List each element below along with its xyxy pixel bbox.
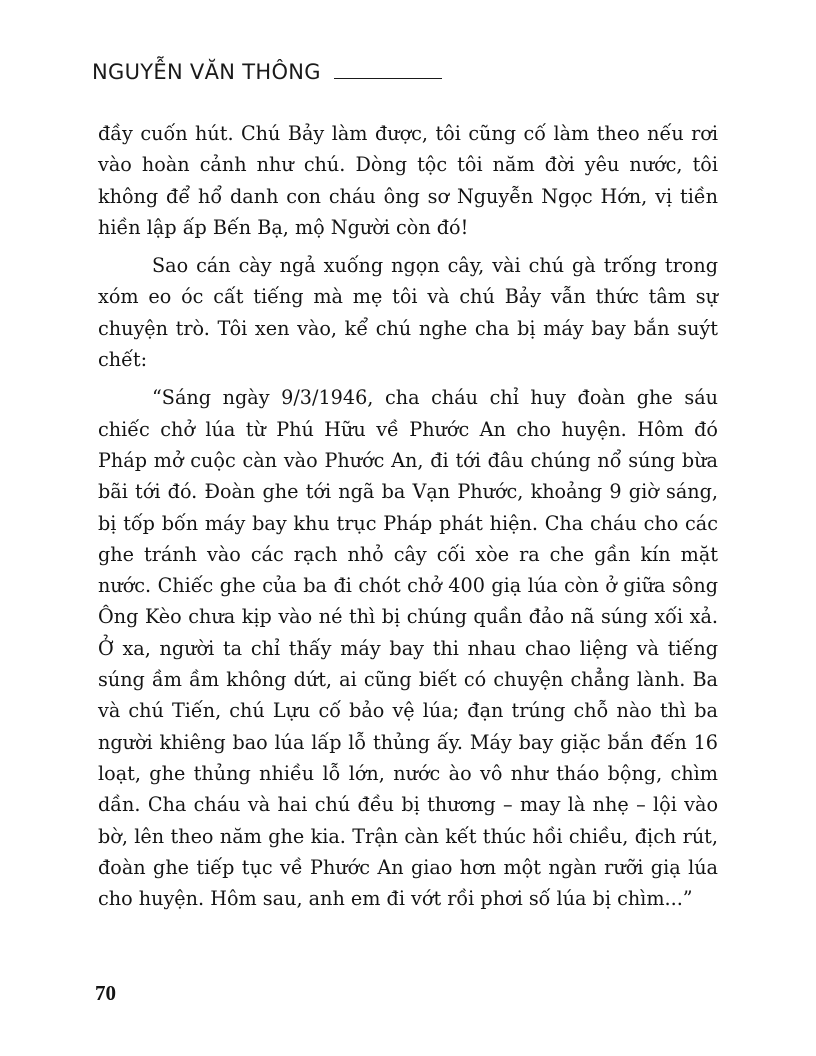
running-head-author: NGUYỄN VĂN THÔNG: [92, 60, 321, 84]
paragraph: đầy cuốn hút. Chú Bảy làm được, tôi cũng cố làm theo nếu rơi vào hoàn cảnh như chú. Dòng tộc tôi năm đời yêu nước, tôi không để hổ danh con cháu ông sơ Nguyễn Ngọc Hớn, vị tiền hiền lập ấp Bến Bạ, mộ Người còn đó!: [98, 122, 718, 239]
body-text: [98, 118, 718, 921]
running-head-rule: [334, 78, 442, 79]
running-head: [92, 60, 442, 84]
page-number: 70: [95, 981, 116, 1005]
paragraph: Sao cán cày ngả xuống ngọn cây, vài chú gà trống trong xóm eo óc cất tiếng mà mẹ tôi và chú Bảy vẫn thức tâm sự chuyện trò. Tôi xen vào, kể chú nghe cha bị máy bay bắn suýt chết:: [98, 254, 718, 372]
paragraph: “Sáng ngày 9/3/1946, cha cháu chỉ huy đoàn ghe sáu chiếc chở lúa từ Phú Hữu về Phước An cho huyện. Hôm đó Pháp mở cuộc càn vào Phước An, đi tới đâu chúng nổ súng bừa bãi tới đó. Đoàn ghe tới ngã ba Vạn Phước, khoảng 9 giờ sáng, bị tốp bốn máy bay khu trục Pháp phát hiện. Cha cháu cho các ghe tránh vào các rạch nhỏ cây cối xòe ra che gần kín mặt nước. Chiếc ghe của ba đi chót chở 400 giạ lúa còn ở giữa sông Ông Kèo chưa kịp vào né thì bị chúng quần đảo nã súng xối xả. Ở xa, người ta chỉ thấy máy bay thi nhau chao liệng và tiếng súng ầm ầm không dứt, ai cũng biết có chuyện chẳng lành. Ba và chú Tiến, chú Lựu cố bảo vệ lúa; đạn trúng chỗ nào thì ba người khiêng bao lúa lấp lỗ thủng ấy. Máy bay giặc bắn đến 16 loạt, ghe thủng nhiều lỗ lớn, nước ào vô như tháo bộng, chìm dần. Cha cháu và hai chú đều bị thương – may là nhẹ – lội vào bờ, lên theo năm ghe kia. Trận càn kết thúc hồi chiều, địch rút, đoàn ghe tiếp tục về Phước An giao hơn một ngàn rưỡi giạ lúa cho huyện. Hôm sau, anh em đi vớt rồi phơi số lúa bị chìm...”: [98, 386, 718, 911]
